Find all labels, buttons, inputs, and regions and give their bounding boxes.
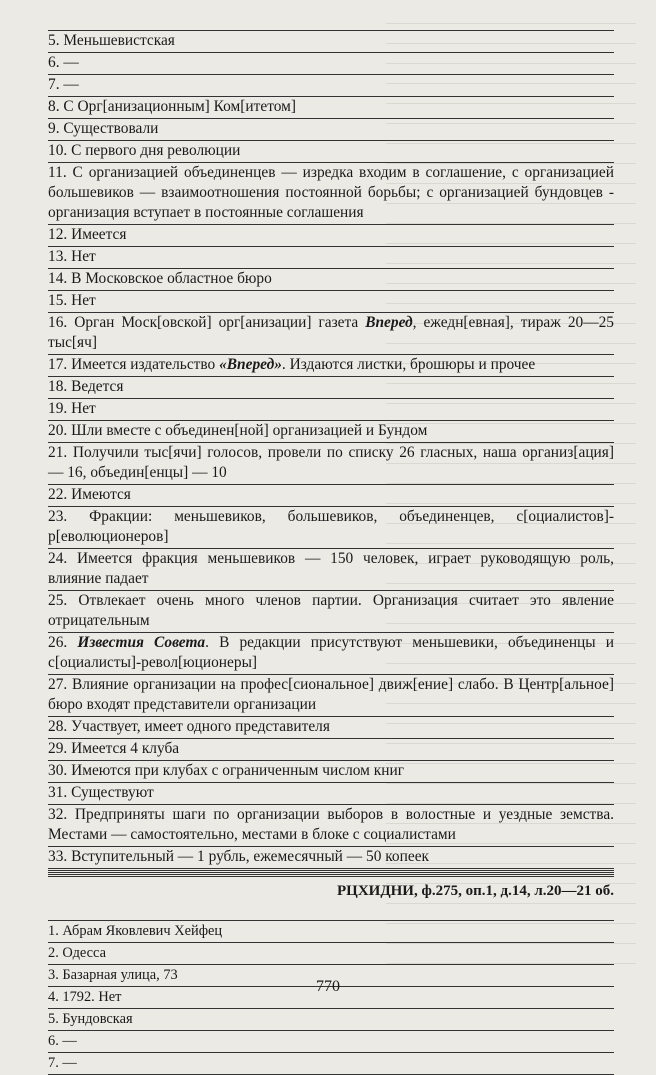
answer-row: 22. Имеются	[48, 484, 614, 506]
publication-title: «Вперед»	[219, 356, 282, 373]
answer-row: 29. Имеется 4 клуба	[48, 738, 614, 760]
answer-row: 8. С Орг[анизационным] Ком[итетом]	[48, 96, 614, 118]
answer-row: 25. Отвлекает очень много членов партии. Организация считает это явление отрицательным	[48, 590, 614, 632]
answer-row: 14. В Московское областное бюро	[48, 268, 614, 290]
answer-row: 4. 1792. Нет	[48, 986, 614, 1008]
answer-row: 31. Существуют	[48, 782, 614, 804]
answer-row: 32. Предприняты шаги по организации выборов в волостные и уездные земства. Местами — самостоятельно, местами в блоке с социалистами	[48, 804, 614, 846]
answer-row: 5. Меньшевистская	[48, 30, 614, 52]
second-questionnaire	[48, 920, 614, 1075]
answer-row: 6. —	[48, 1030, 614, 1052]
answer-row: 1. Абрам Яковлевич Хейфец	[48, 920, 614, 942]
answer-row: 27. Влияние организации на профес[сиональное] движ[ение] слабо. В Центр[альное] бюро входят представители организации	[48, 674, 614, 716]
answer-row: 20. Шли вместе с объединен[ной] организацией и Бундом	[48, 420, 614, 442]
answer-row: 16. Орган Моск[овской] орг[анизации] газета Вперед, ежедн[евная], тираж 20—25 тыс[яч]	[48, 312, 614, 354]
answer-row: 13. Нет	[48, 246, 614, 268]
publication-title: Известия Совета	[77, 634, 206, 651]
answer-row: 23. Фракции: меньшевиков, большевиков, объединенцев, с[оциалистов]-р[еволюционеров]	[48, 506, 614, 548]
answer-row: 2. Одесса	[48, 942, 614, 964]
answer-row: 12. Имеется	[48, 224, 614, 246]
answer-row: 28. Участвует, имеет одного представителя	[48, 716, 614, 738]
answer-row: 24. Имеется фракция меньшевиков — 150 человек, играет руководящую роль, влияние падает	[48, 548, 614, 590]
answer-row: 30. Имеются при клубах с ограниченным числом книг	[48, 760, 614, 782]
document-page	[48, 30, 614, 1075]
answer-row: 7. —	[48, 1052, 614, 1074]
answer-row: 19. Нет	[48, 398, 614, 420]
answer-row: 15. Нет	[48, 290, 614, 312]
page-number: 770	[316, 978, 340, 995]
answer-row: 9. Существовали	[48, 118, 614, 140]
answer-row: 26. Известия Совета. В редакции присутствуют меньшевики, объединенцы и с[оциалисты]-револ[юционеры]	[48, 632, 614, 674]
answer-row: 6. —	[48, 52, 614, 74]
archive-source-citation: РЦХИДНИ, ф.275, оп.1, д.14, л.20—21 об.	[336, 883, 614, 899]
answer-row: 33. Вступительный — 1 рубль, ежемесячный — 50 копеек	[48, 846, 614, 868]
answer-row	[48, 874, 614, 876]
answer-row: 5. Бундовская	[48, 1008, 614, 1030]
publication-title: Вперед	[365, 314, 413, 331]
answer-row: 11. С организацией объединенцев — изредка входим в соглашение, с организацией большевиков — взаимоотношения постоянной борьбы; с организацией бундовцев - организация вступает в постоянные соглашения	[48, 162, 614, 224]
answer-row: 7. —	[48, 74, 614, 96]
answer-row: 17. Имеется издательство «Вперед». Издаются листки, брошюры и прочее	[48, 354, 614, 376]
answer-row: 21. Получили тыс[ячи] голосов, провели по списку 26 гласных, наша организ[ация] — 16, объедин[енцы] — 10	[48, 442, 614, 484]
questionnaire-answers	[48, 30, 614, 877]
answer-row: 3. Базарная улица, 73	[48, 964, 614, 986]
answer-row: 10. С первого дня революции	[48, 140, 614, 162]
answer-row: 18. Ведется	[48, 376, 614, 398]
